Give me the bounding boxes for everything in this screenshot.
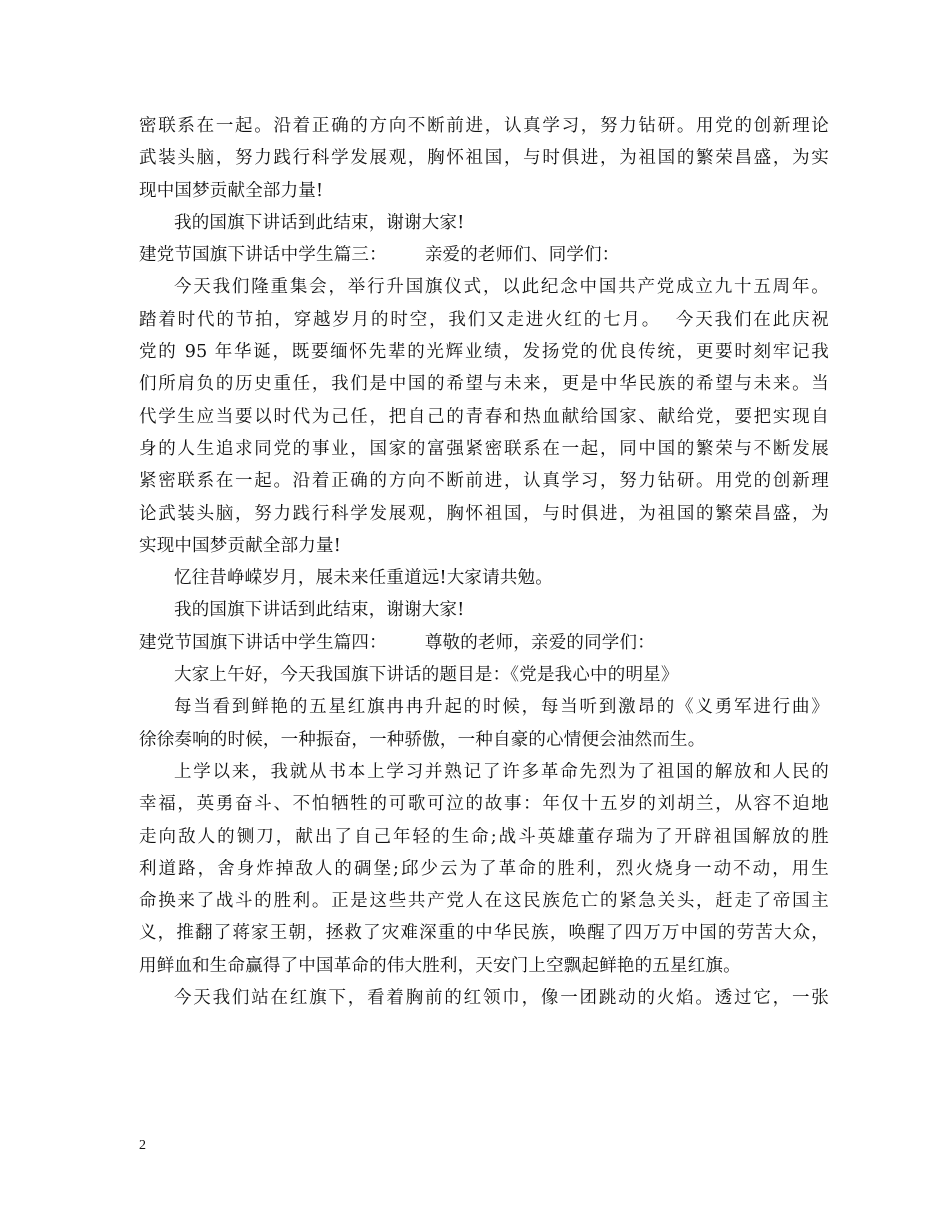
section-heading: [139, 239, 829, 271]
paragraph-closing: 我的国旗下讲话到此结束，谢谢大家!: [174, 600, 465, 621]
section-greeting: 亲爱的老师们、同学们：: [424, 245, 620, 266]
paragraph-closing: 我的国旗下讲话到此结束，谢谢大家!: [174, 212, 465, 233]
body-line: 实现中国梦贡献全部力量!: [139, 535, 341, 556]
body-line: 幸福，英勇奋斗、不怕牺牲的可歌可泣的故事：年仅十五岁的刘胡兰，从容不迫地: [139, 794, 829, 815]
section-greeting: 尊敬的老师，亲爱的同学们：: [424, 632, 655, 653]
body-line: 们所肩负的历史重任，我们是中国的希望与未来，更是中华民族的希望与未来。当: [139, 374, 829, 395]
body-line: 徐徐奏响的时候，一种振奋，一种骄傲，一种自豪的心情便会油然而生。: [139, 729, 706, 750]
body-line: 利道路，舍身炸掉敌人的碉堡;邱少云为了革命的胜利，烈火烧身一动不动，用生: [139, 858, 829, 879]
page-number: 2: [139, 1138, 146, 1153]
body-line: 踏着时代的节拍，穿越岁月的时空，我们又走进火红的七月。 今天我们在此庆祝: [139, 309, 829, 330]
body-line: 大家上午好，今天我国旗下讲话的题目是：《党是我心中的明星》: [174, 665, 679, 686]
body-line: 武装头脑，努力践行科学发展观，胸怀祖国，与时俱进，为祖国的繁荣昌盛，为实: [139, 148, 829, 169]
body-line: 上学以来，我就从书本上学习并熟记了许多革命先烈为了祖国的解放和人民的: [174, 761, 829, 782]
section-heading: [139, 627, 829, 659]
body-line: 密联系在一起。沿着正确的方向不断前进，认真学习，努力钻研。用党的创新理论: [139, 116, 829, 136]
body-line: 今天我们站在红旗下，看着胸前的红领巾，像一团跳动的火焰。透过它，一张: [174, 988, 829, 1009]
body-line: 紧密联系在一起。沿着正确的方向不断前进，认真学习，努力钻研。用党的创新理: [139, 471, 829, 492]
body-line: 义，推翻了蒋家王朝，拯救了灾难深重的中华民族，唤醒了四万万中国的劳苦大众，: [139, 923, 829, 944]
body-line: 党的 95 年华诞，既要缅怀先辈的光辉业绩，发扬党的优良传统，更要时刻牢记我: [139, 342, 829, 363]
section-title: 建党节国旗下讲话中学生篇三：: [139, 245, 387, 266]
body-line: 代学生应当要以时代为己任，把自己的青春和热血献给国家、献给党，要把实现自: [139, 406, 829, 427]
body-line: 忆往昔峥嵘岁月，展未来任重道远!大家请共勉。: [174, 568, 553, 589]
body-line: 每当看到鲜艳的五星红旗冉冉升起的时候，每当听到激昂的《义勇军进行曲》: [174, 697, 829, 718]
body-line: 现中国梦贡献全部力量!: [139, 180, 324, 201]
body-line: 命换来了战斗的胜利。正是这些共产党人在这民族危亡的紧急关头，赶走了帝国主: [139, 891, 829, 912]
body-line: 用鲜血和生命赢得了中国革命的伟大胜利，天安门上空飘起鲜艳的五星红旗。: [139, 955, 741, 976]
body-line: 今天我们隆重集会，举行升国旗仪式，以此纪念中国共产党成立九十五周年。: [174, 277, 829, 298]
body-line: 身的人生追求同党的事业，国家的富强紧密联系在一起，同中国的繁荣与不断发展: [139, 438, 829, 459]
body-line: 走向敌人的铡刀，献出了自己年轻的生命;战斗英雄董存瑞为了开辟祖国解放的胜: [139, 826, 829, 847]
body-line: 论武装头脑，努力践行科学发展观，胸怀祖国，与时俱进，为祖国的繁荣昌盛，为: [139, 503, 829, 524]
document-body: [139, 110, 829, 1014]
section-title: 建党节国旗下讲话中学生篇四：: [139, 632, 387, 653]
